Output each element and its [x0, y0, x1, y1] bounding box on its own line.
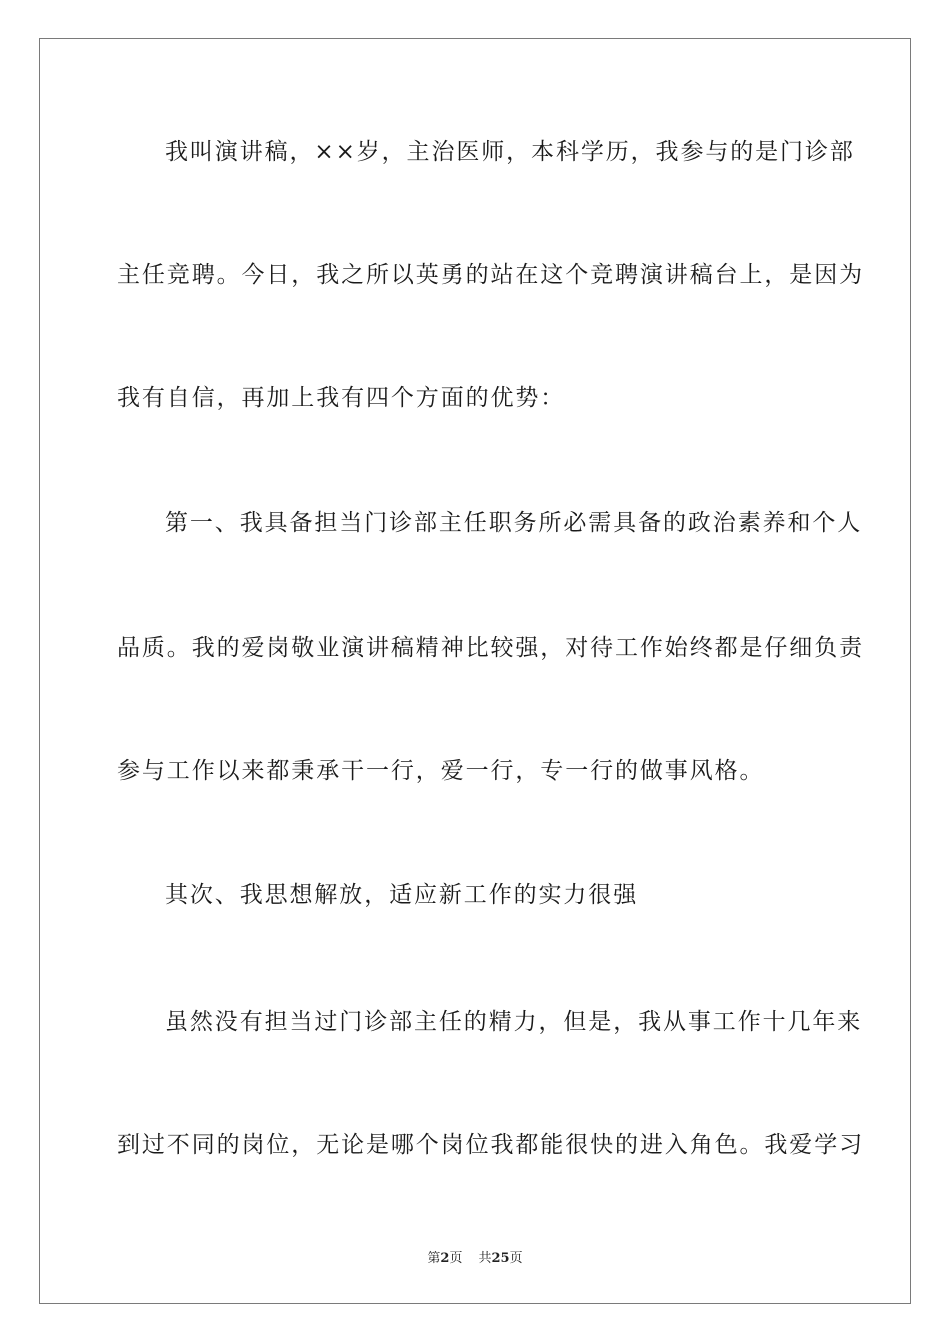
page-border [39, 38, 911, 1304]
text-line-8: 虽然没有担当过门诊部主任的精力，但是，我从事工作十几年来 [165, 1009, 863, 1035]
page-prefix: 第 [427, 1251, 441, 1266]
page-number: 2 [440, 1251, 450, 1266]
text-line-5: 品质。我的爱岗敬业演讲稿精神比较强，对待工作始终都是仔细负责 [117, 635, 864, 661]
page-footer [0, 1247, 950, 1266]
page-suffix: 页 [449, 1251, 463, 1266]
text-line-6: 参与工作以来都秉承干一行，爱一行，专一行的做事风格。 [117, 758, 765, 784]
total-suffix: 页 [509, 1251, 523, 1266]
text-line-4: 第一、我具备担当门诊部主任职务所必需具备的政治素养和个人 [165, 510, 863, 536]
text-line-1: 我叫演讲稿，××岁，主治医师，本科学历，我参与的是门诊部 [165, 139, 855, 165]
total-prefix: 共 [478, 1251, 492, 1266]
text-line-7: 其次、我思想解放，适应新工作的实力很强 [165, 882, 639, 908]
text-line-9: 到过不同的岗位，无论是哪个岗位我都能很快的进入角色。我爱学习 [117, 1132, 864, 1158]
text-line-3: 我有自信，再加上我有四个方面的优势： [117, 385, 566, 411]
total-pages: 25 [491, 1251, 510, 1266]
text-line-2: 主任竞聘。今日，我之所以英勇的站在这个竞聘演讲稿台上，是因为 [117, 262, 864, 288]
